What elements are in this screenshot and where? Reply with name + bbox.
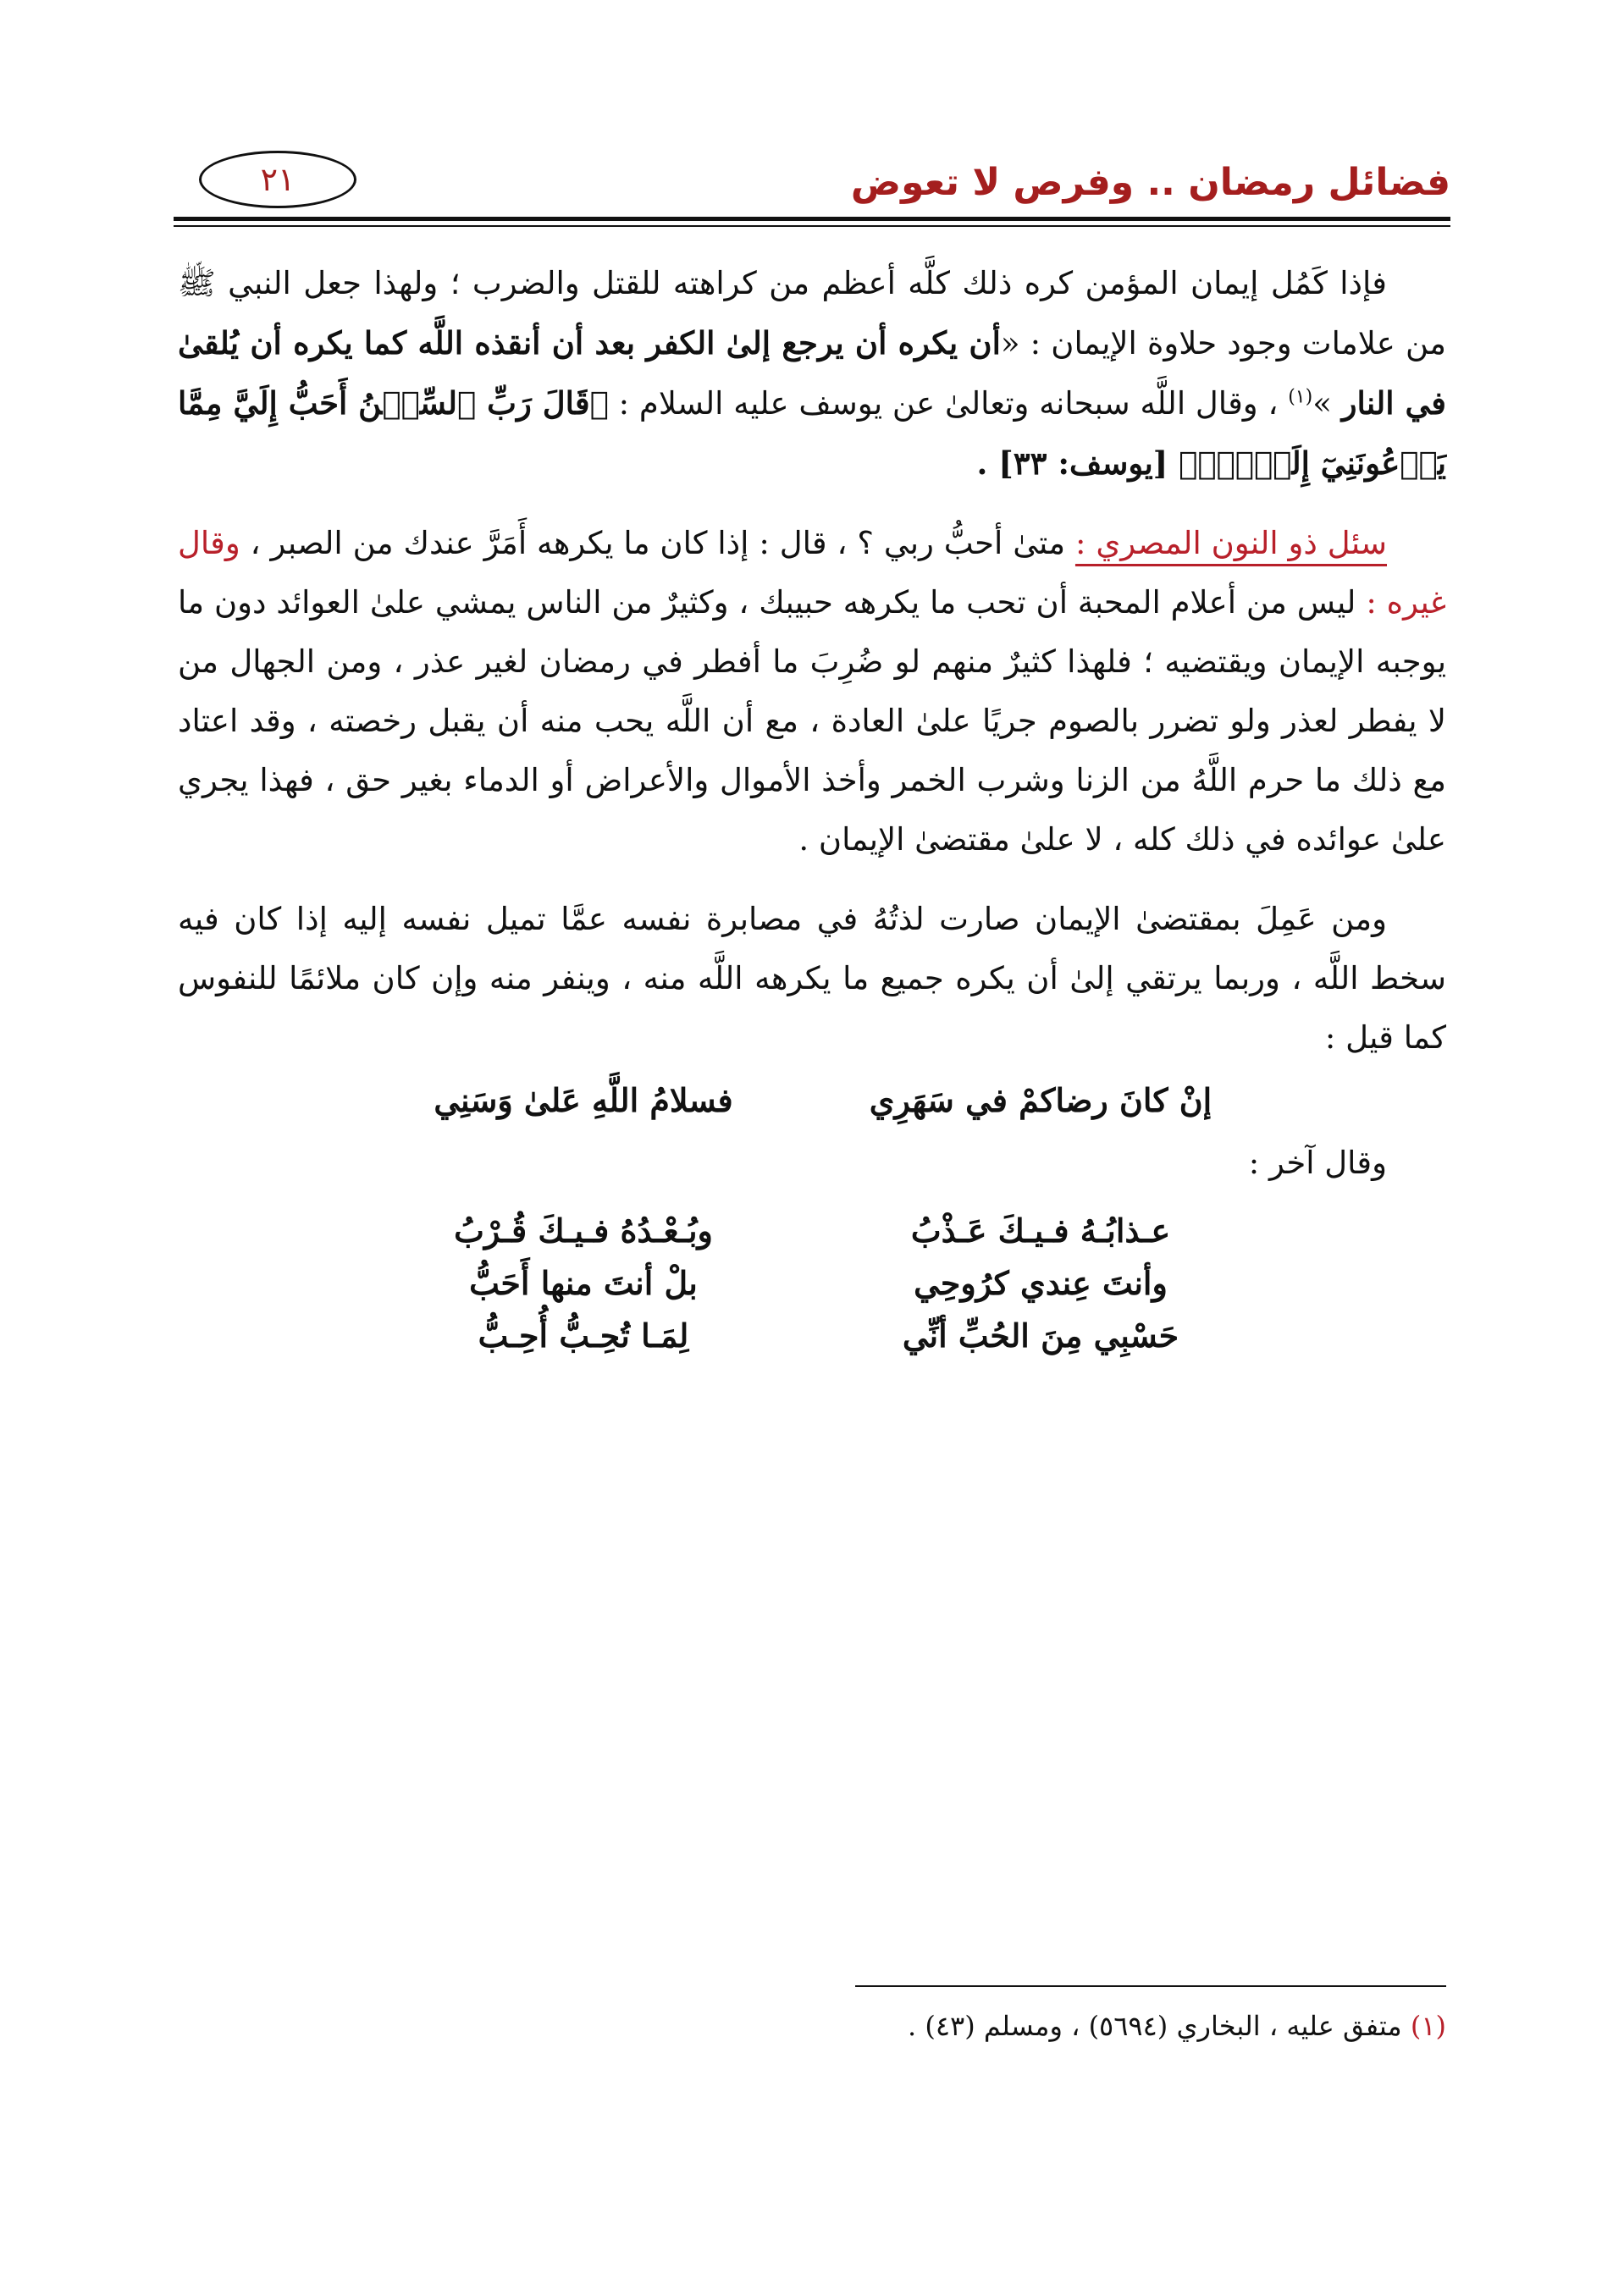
hemistich-right: عـذابُـهُ فـيـكَ عَـذْبُ [910, 1211, 1171, 1250]
poem-2-verse-1 [178, 1205, 1446, 1257]
hadith-quote: أن يكره أن يرجع إلىٰ الكفر بعد أن أنقذه اللَّه كما يكره أن يُلقىٰ في النار [178, 324, 1446, 422]
footnote-rule [855, 1985, 1446, 1987]
hemistich-right: إنْ كانَ رضاكمْ في سَهَرِي [869, 1081, 1212, 1119]
hemistich-left: فسلامُ اللَّهِ عَلىٰ وَسَنِي [434, 1081, 733, 1119]
header-rule-thick [174, 217, 1450, 221]
main-text [178, 254, 1446, 1369]
paragraph-3: ومن عَمِلَ بمقتضىٰ الإيمان صارت لذتُهُ في مصابرة نفسه عمَّا تميل نفسه إليه إذا كان فيه سخط اللَّه ، وربما يرتقي إلىٰ أن يكره جميع ما يكرهه اللَّه منه ، وينفر منه وإن كان ملائمًا للنفوس كما قيل : [178, 901, 1446, 1056]
poem-1-verse [178, 1074, 1446, 1127]
poem-2-intro: وقال آخر : [1248, 1145, 1387, 1181]
hemistich-left: لِمَـا تُحِـبُّ أُحِـبُّ [478, 1316, 689, 1355]
p1-text-c: ، وقال اللَّه سبحانه وتعالىٰ عن يوسف عليه السلام : [608, 385, 1289, 422]
header-title: فضائل رمضان .. وفرص لا تعوض [850, 161, 1450, 204]
speaker-other: وقال غيره : [178, 525, 1446, 621]
poem-2 [178, 1205, 1446, 1362]
footnote-marker: (١) [1410, 2010, 1446, 2042]
p2-text-a: متىٰ أحبُّ ربي ؟ ، قال : إذا كان ما يكرهه أَمَرَّ عندك من الصبر ، [240, 525, 1075, 561]
verse-citation: [يوسف: ٣٣] . [976, 444, 1179, 482]
hemistich-left: وبُـعْـدُهُ فـيـكَ قُـرْبُ [454, 1211, 713, 1250]
hemistich-right: حَسْبِي مِنَ الحُبِّ أنِّي [902, 1316, 1179, 1355]
poem-2-verse-2 [178, 1257, 1446, 1310]
paragraph-2 [178, 514, 1446, 869]
footnote-text: متفق عليه ، البخاري (٥٦٩٤) ، ومسلم (٤٣) . [908, 2010, 1402, 2042]
header-rule-thin [174, 225, 1450, 227]
hemistich-right: وأنتَ عِندي كرُوحِي [914, 1264, 1168, 1302]
footnote-reference[interactable]: (١) [1288, 386, 1313, 408]
poem-2-verse-3 [178, 1310, 1446, 1362]
p2-text-b: ليس من أعلام المحبة أن تحب ما يكرهه حبيبك ، وكثيرٌ من الناس يمشي علىٰ العوائد دون ما يوجبه الإيمان ويقتضيه ؛ فلهذا كثيرٌ منهم لو ضُرِبَ ما أفطر في رمضان لغير عذر ، ومن الجهال من لا يفطر لعذر ولو تضرر بالصوم جريًا علىٰ العادة ، مع أن اللَّه يحب منه أن يقبل رخصته ، وقد اعتاد مع ذلك ما حرم اللَّهُ من الزنا وشرب الخمر وأخذ الأموال والأعراض أو الدماء بغير حق ، فهذا يجري علىٰ عوائده في ذلك كله ، لا علىٰ مقتضىٰ الإيمان . [178, 584, 1446, 858]
running-header [174, 135, 1450, 237]
page-number-badge [199, 151, 356, 208]
footnote [178, 2005, 1446, 2047]
p1-text-b: » [1312, 385, 1342, 422]
paragraph-1 [178, 254, 1446, 494]
speaker-dhun-nun: سئل ذو النون المصري : [1074, 525, 1387, 561]
page-number: ٢١ [260, 161, 296, 198]
p1-text-a: فإذا كَمُل إيمان المؤمن كره ذلك كلَّه أعظم من كراهته للقتل والضرب ؛ ولهذا جعل النبي ﷺ من علامات وجود حلاوة الإيمان : « [178, 265, 1446, 362]
poem-1 [178, 1074, 1446, 1127]
hemistich-left: بلْ أنتَ منها أَحَبُّ [469, 1264, 698, 1302]
quran-verse: ﴿قَالَ رَبِّ ٱلسِّجۡنُ أَحَبُّ إِلَيَّ مِمَّا يَدۡعُونَنِيٓ إِلَيۡهِۖ﴾ [178, 384, 1446, 482]
